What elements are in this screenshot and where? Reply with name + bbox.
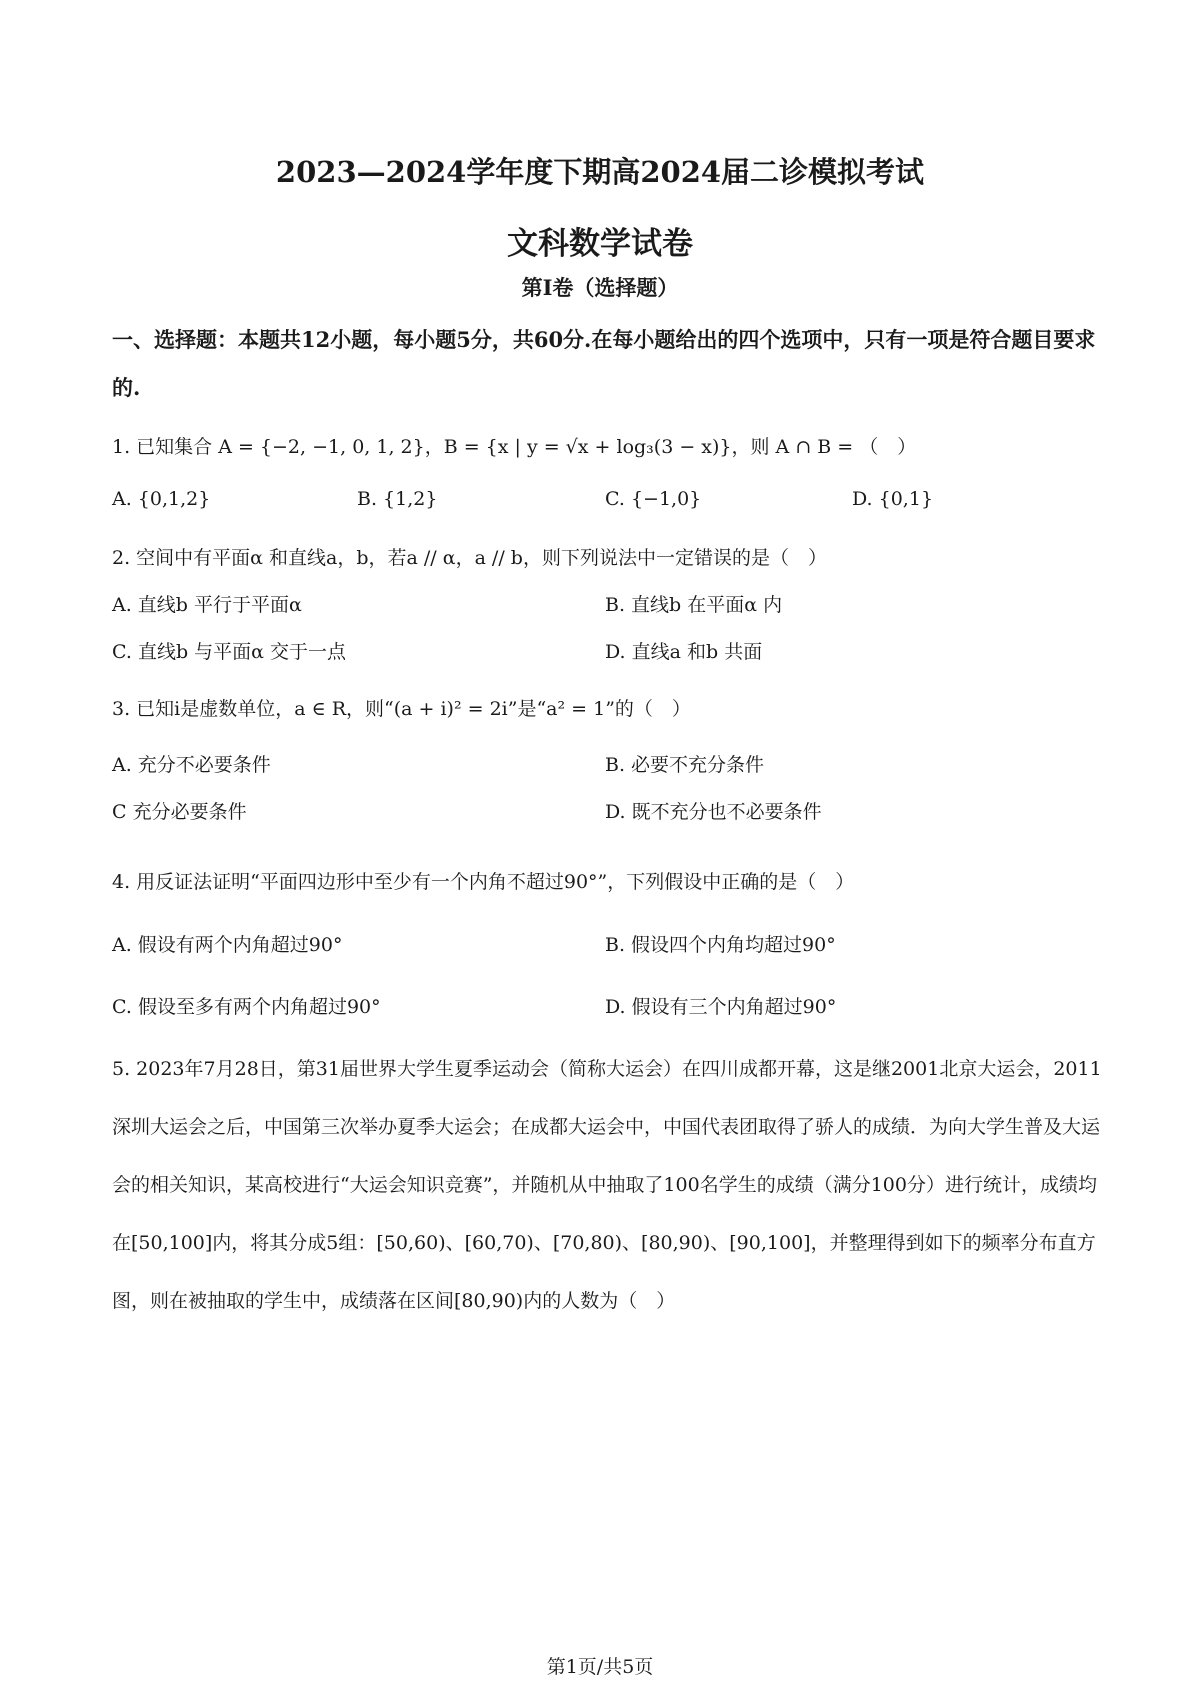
- question-1-option-d: D. {0,1}: [852, 488, 934, 510]
- question-1-option-c: C. {−1,0}: [605, 488, 702, 510]
- question-2-stem: 2. 空间中有平面α 和直线a，b，若a // α，a // b，则下列说法中一定错误的是（ ）: [112, 547, 827, 569]
- question-2-option-b: B. 直线b 在平面α 内: [605, 594, 783, 616]
- question-3-option-d: D. 既不充分也不必要条件: [605, 801, 822, 823]
- question-2-option-d: D. 直线a 和b 共面: [605, 641, 763, 663]
- question-5-stem: 5. 2023年7月28日，第31届世界大学生夏季运动会（简称大运会）在四川成都开幕，这是继2001北京大运会，2011深圳大运会之后，中国第三次举办夏季大运会；在成都大运会中，中国代表团取得了骄人的成绩．为向大学生普及大运会的相关知识，某高校进行“大运会知识竞赛”，并随机从中抽取了100名学生的成绩（满分100分）进行统计，成绩均在[50,100]内，将其分成5组：[50,60)、[60,70)、[70,80)、[80,90)、[90,100]，并整理得到如下的频率分布直方图，则在被抽取的学生中，成绩落在区间[80,90)内的人数为（ ）: [112, 1058, 1102, 1312]
- question-4-option-a: A. 假设有两个内角超过90°: [112, 934, 343, 956]
- question-4-option-b: B. 假设四个内角均超过90°: [605, 934, 836, 956]
- question-1-option-b: B. {1,2}: [357, 488, 438, 510]
- exam-subtitle: 文科数学试卷: [507, 226, 693, 262]
- volume-label: 第I卷（选择题）: [521, 275, 679, 300]
- page-number: 第1页/共5页: [546, 1656, 654, 1678]
- question-3-stem: 3. 已知i是虚数单位，a ∈ R，则“(a + i)² = 2i”是“a² = 1”的（ ）: [112, 698, 691, 720]
- question-3-option-b: B. 必要不充分条件: [605, 754, 765, 776]
- section-heading: 一、选择题：本题共12小题，每小题5分，共60分.在每小题给出的四个选项中，只有一项是符合题目要求的.: [112, 327, 1096, 400]
- question-3-option-c: C 充分必要条件: [112, 801, 247, 823]
- question-4-option-d: D. 假设有三个内角超过90°: [605, 996, 837, 1018]
- question-1-stem: 1. 已知集合 A = {−2, −1, 0, 1, 2}，B = {x | y = √x + log₃(3 − x)}，则 A ∩ B = （ ）: [112, 436, 917, 458]
- question-4-stem: 4. 用反证法证明“平面四边形中至少有一个内角不超过90°”，下列假设中正确的是（ ）: [112, 871, 855, 893]
- question-4-option-c: C. 假设至多有两个内角超过90°: [112, 996, 381, 1018]
- question-1-option-a: A. {0,1,2}: [112, 488, 211, 510]
- question-2-option-c: C. 直线b 与平面α 交于一点: [112, 641, 347, 663]
- question-2-option-a: A. 直线b 平行于平面α: [112, 594, 302, 616]
- question-3-option-a: A. 充分不必要条件: [112, 754, 271, 776]
- exam-title: 2023—2024学年度下期高2024届二诊模拟考试: [275, 155, 925, 189]
